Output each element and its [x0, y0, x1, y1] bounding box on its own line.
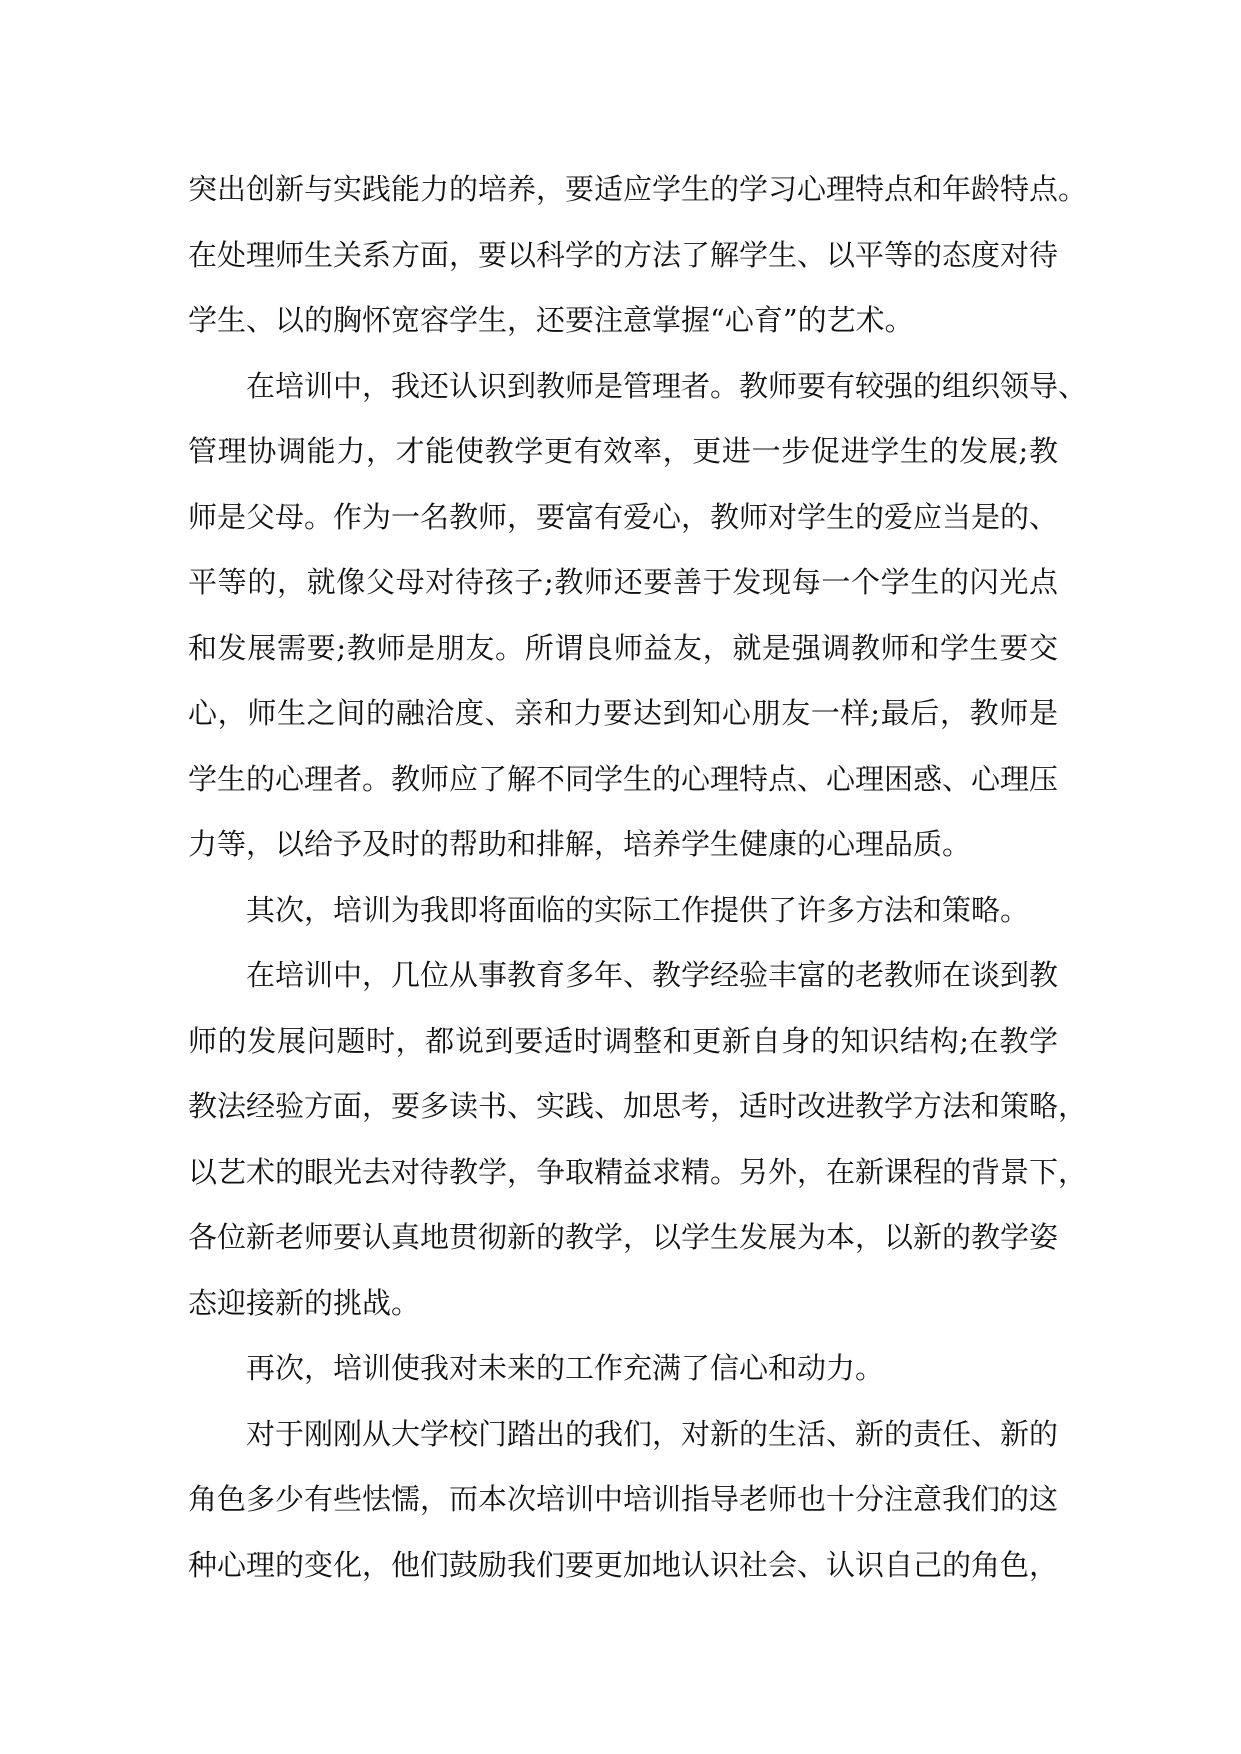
text-line: 在培训中，我还认识到教师是管理者。教师要有较强的组织领导、 [246, 368, 1088, 403]
text-line: 学生的心理者。教师应了解不同学生的心理特点、心理困惑、心理压 [188, 761, 1059, 796]
text-line: 各位新老师要认真地贯彻新的教学，以学生发展为本，以新的教学姿 [188, 1220, 1059, 1254]
text-line: 学生、以的胸怀宽容学生，还要注意掌握“心育”的艺术。 [188, 303, 914, 337]
text-line: 心，师生之间的融洽度、亲和力要达到知心朋友一样;最后，教师是 [188, 696, 1058, 730]
text-line: 角色多少有些怯懦，而本次培训中培训指导老师也十分注意我们的这 [188, 1482, 1059, 1516]
text-line: 在培训中，几位从事教育多年、教学经验丰富的老教师在谈到教 [246, 958, 1059, 992]
text-line: 力等，以给予及时的帮助和排解，培养学生健康的心理品质。 [188, 827, 972, 861]
text-line: 态迎接新的挑战。 [188, 1285, 421, 1320]
text-line: 种心理的变化，他们鼓励我们要更加地认识社会、认识自己的角色， [188, 1547, 1059, 1582]
text-line: 突出创新与实践能力的培养，要适应学生的学习心理特点和年龄特点。 [188, 172, 1088, 206]
document-body [188, 157, 1088, 1598]
text-line: 教法经验方面，要多读书、实践、加思考，适时改进教学方法和策略， [188, 1089, 1088, 1123]
text-line: 师是父母。作为一名教师，要富有爱心，教师对学生的爱应当是的、 [188, 499, 1059, 534]
text-line: 再次，培训使我对未来的工作充满了信心和动力。 [246, 1351, 885, 1385]
text-line: 师的发展问题时，都说到要适时调整和更新自身的知识结构;在教学 [188, 1023, 1058, 1058]
text-line: 以艺术的眼光去对待教学，争取精益求精。另外，在新课程的背景下， [188, 1154, 1088, 1189]
text-line: 和发展需要;教师是朋友。所谓良师益友，就是强调教师和学生要交 [188, 630, 1058, 665]
text-line: 其次，培训为我即将面临的实际工作提供了许多方法和策略。 [246, 892, 1030, 927]
text-line: 管理协调能力，才能使教学更有效率，更进一步促进学生的发展;教 [188, 434, 1058, 468]
text-line: 对于刚刚从大学校门踏出的我们，对新的生活、新的责任、新的 [246, 1416, 1059, 1451]
text-line: 在处理师生关系方面，要以科学的方法了解学生、以平等的态度对待 [188, 237, 1059, 272]
text-line: 平等的，就像父母对待孩子;教师还要善于发现每一个学生的闪光点 [188, 565, 1058, 599]
